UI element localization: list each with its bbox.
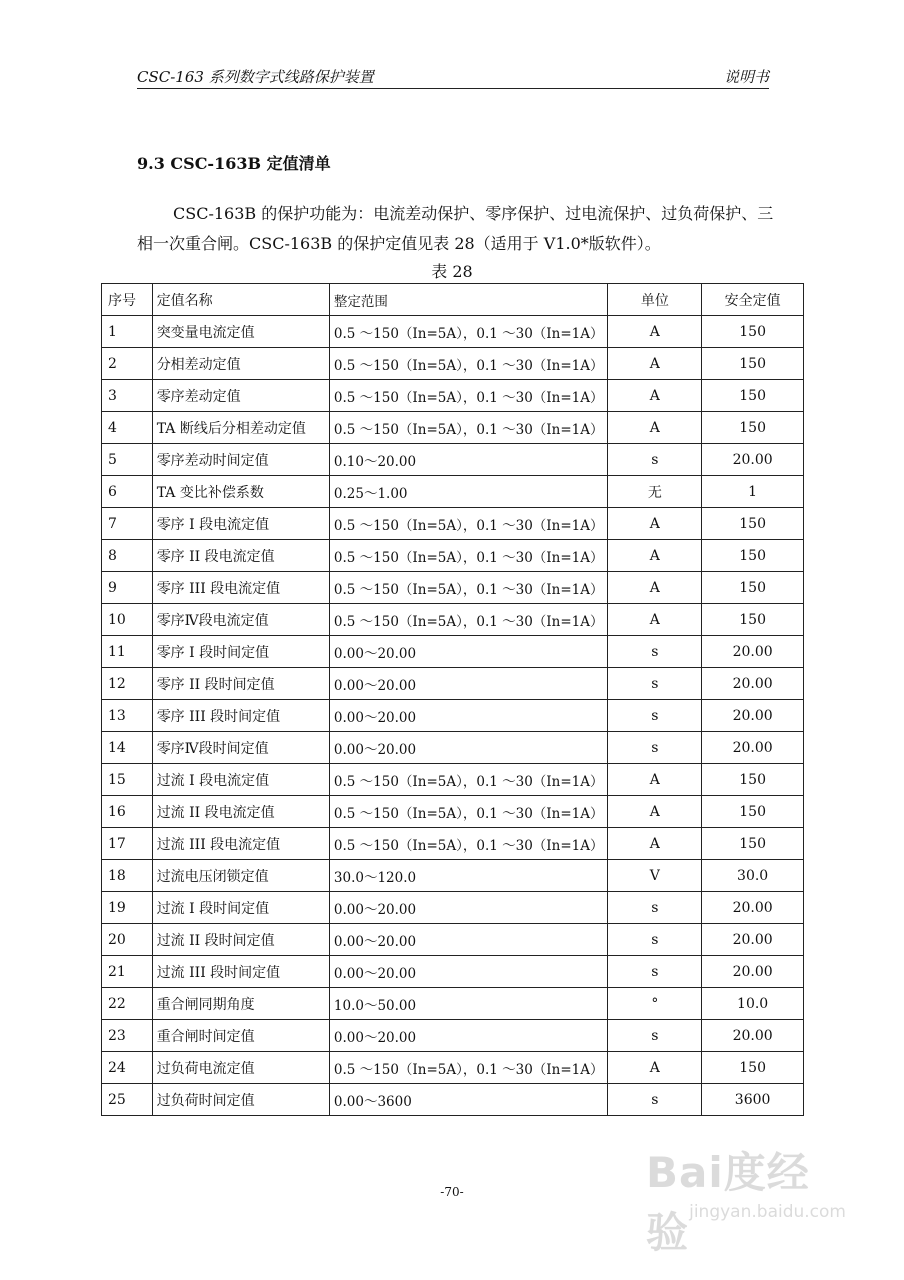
table-row xyxy=(102,828,804,860)
table-row xyxy=(102,1020,804,1052)
row-no: 25 xyxy=(102,1084,153,1116)
watermark-url: jingyan.baidu.com xyxy=(689,1202,846,1222)
setting-name: TA 断线后分相差动定值 xyxy=(152,412,329,444)
setting-unit: s xyxy=(608,700,702,732)
header-no: 序号 xyxy=(102,284,153,316)
safe-value: 150 xyxy=(702,316,804,348)
setting-range: 0.5 ～150（In=5A），0.1 ～30（In=1A） xyxy=(329,764,608,796)
row-no: 4 xyxy=(102,412,153,444)
setting-range: 30.0～120.0 xyxy=(329,860,608,892)
row-no: 6 xyxy=(102,476,153,508)
setting-unit: s xyxy=(608,956,702,988)
row-no: 1 xyxy=(102,316,153,348)
safe-value: 150 xyxy=(702,572,804,604)
safe-value: 20.00 xyxy=(702,732,804,764)
safe-value: 20.00 xyxy=(702,924,804,956)
setting-unit: A xyxy=(608,508,702,540)
safe-value: 20.00 xyxy=(702,956,804,988)
setting-unit: s xyxy=(608,1084,702,1116)
setting-unit: A xyxy=(608,316,702,348)
setting-range: 0.5 ～150（In=5A），0.1 ～30（In=1A） xyxy=(329,412,608,444)
row-no: 2 xyxy=(102,348,153,380)
setting-name: 零序 II 段电流定值 xyxy=(152,540,329,572)
table-row xyxy=(102,796,804,828)
setting-range: 0.00～20.00 xyxy=(329,732,608,764)
table-row xyxy=(102,508,804,540)
setting-name: 零序 I 段时间定值 xyxy=(152,636,329,668)
setting-range: 0.5 ～150（In=5A），0.1 ～30（In=1A） xyxy=(329,508,608,540)
setting-name: 重合闸时间定值 xyxy=(152,1020,329,1052)
setting-range: 0.00～20.00 xyxy=(329,892,608,924)
row-no: 22 xyxy=(102,988,153,1020)
setting-unit: A xyxy=(608,540,702,572)
settings-table xyxy=(101,283,804,1116)
row-no: 7 xyxy=(102,508,153,540)
setting-name: 零序差动定值 xyxy=(152,380,329,412)
row-no: 12 xyxy=(102,668,153,700)
safe-value: 150 xyxy=(702,764,804,796)
setting-unit: A xyxy=(608,412,702,444)
setting-name: 零序Ⅳ段时间定值 xyxy=(152,732,329,764)
setting-range: 0.00～20.00 xyxy=(329,1020,608,1052)
setting-name: 过流 I 段时间定值 xyxy=(152,892,329,924)
safe-value: 3600 xyxy=(702,1084,804,1116)
safe-value: 30.0 xyxy=(702,860,804,892)
row-no: 17 xyxy=(102,828,153,860)
safe-value: 1 xyxy=(702,476,804,508)
setting-name: 重合闸同期角度 xyxy=(152,988,329,1020)
setting-name: 过流 III 段电流定值 xyxy=(152,828,329,860)
row-no: 19 xyxy=(102,892,153,924)
header-name: 定值名称 xyxy=(152,284,329,316)
table-row xyxy=(102,956,804,988)
setting-unit: A xyxy=(608,796,702,828)
setting-unit: ° xyxy=(608,988,702,1020)
setting-unit: s xyxy=(608,668,702,700)
setting-range: 0.5 ～150（In=5A），0.1 ～30（In=1A） xyxy=(329,380,608,412)
safe-value: 150 xyxy=(702,828,804,860)
setting-unit: s xyxy=(608,732,702,764)
page-header xyxy=(137,64,769,89)
table-row xyxy=(102,924,804,956)
table-body xyxy=(102,316,804,1116)
table-row xyxy=(102,700,804,732)
setting-unit: A xyxy=(608,764,702,796)
setting-unit: s xyxy=(608,444,702,476)
setting-range: 0.10～20.00 xyxy=(329,444,608,476)
setting-range: 0.5 ～150（In=5A），0.1 ～30（In=1A） xyxy=(329,540,608,572)
setting-unit: A xyxy=(608,380,702,412)
table-row xyxy=(102,636,804,668)
table-header-row xyxy=(102,284,804,316)
table-row xyxy=(102,604,804,636)
safe-value: 20.00 xyxy=(702,1020,804,1052)
table-row xyxy=(102,860,804,892)
row-no: 13 xyxy=(102,700,153,732)
setting-unit: 无 xyxy=(608,476,702,508)
row-no: 23 xyxy=(102,1020,153,1052)
safe-value: 150 xyxy=(702,348,804,380)
safe-value: 20.00 xyxy=(702,892,804,924)
setting-range: 0.00～20.00 xyxy=(329,700,608,732)
setting-range: 0.5 ～150（In=5A），0.1 ～30（In=1A） xyxy=(329,604,608,636)
setting-range: 0.5 ～150（In=5A），0.1 ～30（In=1A） xyxy=(329,572,608,604)
setting-unit: A xyxy=(608,828,702,860)
setting-name: TA 变比补偿系数 xyxy=(152,476,329,508)
row-no: 14 xyxy=(102,732,153,764)
setting-name: 过流电压闭锁定值 xyxy=(152,860,329,892)
setting-unit: A xyxy=(608,604,702,636)
safe-value: 150 xyxy=(702,796,804,828)
setting-name: 零序 II 段时间定值 xyxy=(152,668,329,700)
setting-unit: s xyxy=(608,636,702,668)
setting-range: 0.00～20.00 xyxy=(329,636,608,668)
table-row xyxy=(102,444,804,476)
safe-value: 20.00 xyxy=(702,444,804,476)
setting-unit: s xyxy=(608,892,702,924)
setting-unit: s xyxy=(608,1020,702,1052)
row-no: 11 xyxy=(102,636,153,668)
row-no: 16 xyxy=(102,796,153,828)
setting-name: 过负荷时间定值 xyxy=(152,1084,329,1116)
safe-value: 150 xyxy=(702,412,804,444)
row-no: 18 xyxy=(102,860,153,892)
setting-name: 零序 I 段电流定值 xyxy=(152,508,329,540)
intro-paragraph: CSC-163B 的保护功能为：电流差动保护、零序保护、过电流保护、过负荷保护、三相一次重合闸。CSC-163B 的保护定值见表 28（适用于 V1.0*版软件）。 xyxy=(137,204,774,253)
table-row xyxy=(102,764,804,796)
baidu-jingyan-watermark xyxy=(646,1140,846,1257)
setting-name: 过流 III 段时间定值 xyxy=(152,956,329,988)
setting-name: 零序 III 段电流定值 xyxy=(152,572,329,604)
setting-range: 10.0～50.00 xyxy=(329,988,608,1020)
setting-name: 过负荷电流定值 xyxy=(152,1052,329,1084)
table-row xyxy=(102,1084,804,1116)
table-row xyxy=(102,348,804,380)
setting-range: 0.5 ～150（In=5A），0.1 ～30（In=1A） xyxy=(329,828,608,860)
table-row xyxy=(102,316,804,348)
setting-name: 分相差动定值 xyxy=(152,348,329,380)
setting-range: 0.00～20.00 xyxy=(329,956,608,988)
table-row xyxy=(102,668,804,700)
setting-unit: V xyxy=(608,860,702,892)
row-no: 10 xyxy=(102,604,153,636)
header-safe-value: 安全定值 xyxy=(702,284,804,316)
table-row xyxy=(102,1052,804,1084)
safe-value: 150 xyxy=(702,508,804,540)
setting-unit: A xyxy=(608,348,702,380)
table-row xyxy=(102,380,804,412)
setting-name: 过流 II 段时间定值 xyxy=(152,924,329,956)
safe-value: 20.00 xyxy=(702,668,804,700)
setting-name: 突变量电流定值 xyxy=(152,316,329,348)
table-row xyxy=(102,988,804,1020)
safe-value: 150 xyxy=(702,380,804,412)
setting-unit: A xyxy=(608,572,702,604)
row-no: 3 xyxy=(102,380,153,412)
table-row xyxy=(102,892,804,924)
setting-name: 零序Ⅳ段电流定值 xyxy=(152,604,329,636)
row-no: 8 xyxy=(102,540,153,572)
watermark-logo: Bai度经验 xyxy=(646,1148,810,1257)
safe-value: 10.0 xyxy=(702,988,804,1020)
row-no: 9 xyxy=(102,572,153,604)
setting-range: 0.00～20.00 xyxy=(329,668,608,700)
page-number: -70- xyxy=(440,1185,464,1199)
row-no: 21 xyxy=(102,956,153,988)
safe-value: 150 xyxy=(702,604,804,636)
safe-value: 20.00 xyxy=(702,636,804,668)
row-no: 24 xyxy=(102,1052,153,1084)
document-type-label: 说明书 xyxy=(723,68,769,86)
document-title: CSC-163 系列数字式线路保护装置 xyxy=(137,68,374,86)
setting-unit: s xyxy=(608,924,702,956)
setting-range: 0.5 ～150（In=5A），0.1 ～30（In=1A） xyxy=(329,796,608,828)
header-range: 整定范围 xyxy=(329,284,608,316)
row-no: 5 xyxy=(102,444,153,476)
safe-value: 150 xyxy=(702,1052,804,1084)
row-no: 15 xyxy=(102,764,153,796)
header-unit: 单位 xyxy=(608,284,702,316)
setting-name: 零序 III 段时间定值 xyxy=(152,700,329,732)
safe-value: 20.00 xyxy=(702,700,804,732)
table-row xyxy=(102,572,804,604)
setting-name: 过流 I 段电流定值 xyxy=(152,764,329,796)
table-row xyxy=(102,476,804,508)
setting-range: 0.5 ～150（In=5A），0.1 ～30（In=1A） xyxy=(329,316,608,348)
table-row xyxy=(102,412,804,444)
setting-range: 0.00～3600 xyxy=(329,1084,608,1116)
table-row xyxy=(102,732,804,764)
section-title: 9.3 CSC-163B 定值清单 xyxy=(137,154,331,173)
setting-range: 0.00～20.00 xyxy=(329,924,608,956)
table-caption: 表 28 xyxy=(431,262,473,281)
setting-unit: A xyxy=(608,1052,702,1084)
setting-range: 0.5 ～150（In=5A），0.1 ～30（In=1A） xyxy=(329,348,608,380)
table-row xyxy=(102,540,804,572)
setting-name: 过流 II 段电流定值 xyxy=(152,796,329,828)
setting-range: 0.5 ～150（In=5A），0.1 ～30（In=1A） xyxy=(329,1052,608,1084)
setting-range: 0.25～1.00 xyxy=(329,476,608,508)
setting-name: 零序差动时间定值 xyxy=(152,444,329,476)
row-no: 20 xyxy=(102,924,153,956)
safe-value: 150 xyxy=(702,540,804,572)
